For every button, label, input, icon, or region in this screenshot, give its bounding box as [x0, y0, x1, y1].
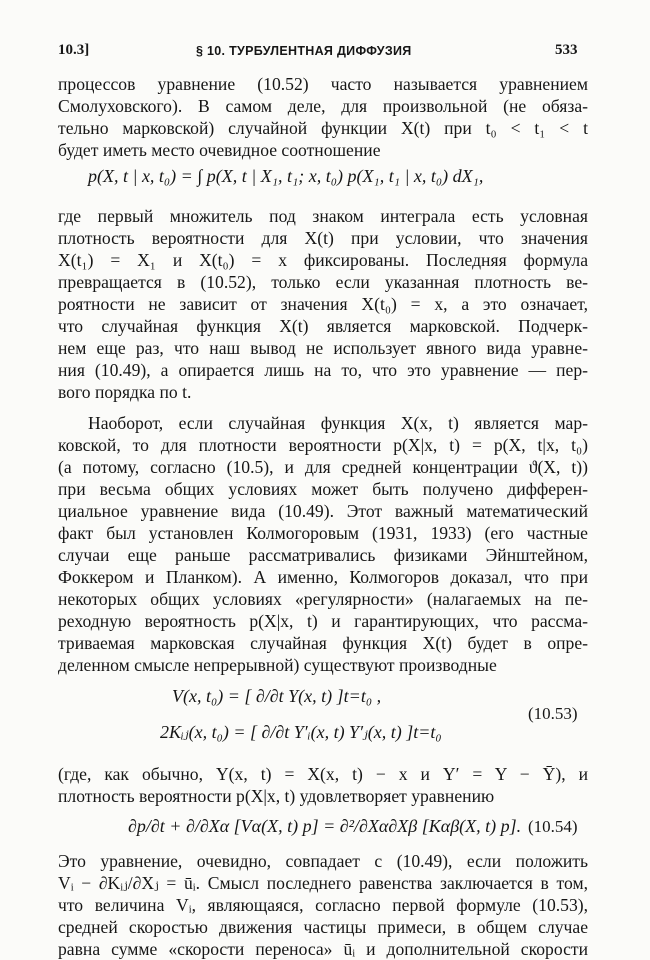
- text-line: Vᵢ − ∂Kᵢⱼ/∂Xⱼ = ūᵢ. Смысл последнего равенства заключается в том,: [58, 873, 588, 893]
- text-line: будет иметь место очевидное соотношение: [58, 140, 381, 160]
- text-line: X(t₁) = X₁ и X(t₀) = x фиксированы. Последняя формула: [58, 250, 588, 270]
- text-line: циальное уравнение вида (10.49). Этот важный математический: [58, 501, 588, 521]
- text-line: средней скоростью движения частицы примеси, в общем случае: [58, 917, 588, 937]
- text-line: (а потому, согласно (10.5), и для средней концентрации ϑ(X, t)): [58, 457, 588, 477]
- text-line: случаи еще раньше рассматривались физиками Эйнштейном,: [58, 545, 588, 565]
- page-number: 533: [555, 42, 578, 58]
- text-line: равна сумме «скорости переноса» ūᵢ и дополнительной скорости: [58, 939, 588, 959]
- equation-number: (10.54): [528, 817, 578, 836]
- text-line: ковской, то для плотности вероятности p(X|x, t) = p(X, t|x, t₀): [58, 435, 588, 455]
- equation-diffusion-coefficient: 2Kᵢⱼ(x, t₀) = [ ∂/∂t Y′ᵢ(x, t) Y′ⱼ(x, t) ]t=t₀: [160, 722, 442, 742]
- text-line: Фоккером и Планком). А именно, Колмогоров доказал, что при: [58, 567, 588, 587]
- text-line: что случайная функция X(t) является марковской. Подчерк-: [58, 316, 588, 336]
- text-line: Наоборот, если случайная функция X(x, t) является мар-: [88, 413, 588, 433]
- text-line: факт был установлен Колмогоровым (1931, 1933) (его частные: [58, 523, 588, 543]
- text-line: тельно марковской) случайной функции X(t) при t₀ < t₁ < t: [58, 118, 588, 138]
- text-line: роятности не зависит от значения X(t₀) = x, а это означает,: [58, 294, 588, 314]
- text-line: деленном смысле непрерывной) существуют производные: [58, 655, 497, 675]
- text-line: Смолуховского). В самом деле, для произвольной (не обяза-: [58, 96, 588, 116]
- equation-fokker-planck: ∂p/∂t + ∂/∂Xα [Vα(X, t) p] = ∂²/∂Xα∂Xβ [Kαβ(X, t) p].: [128, 816, 522, 836]
- equation-number: (10.53): [528, 704, 578, 723]
- text-line: некоторых общих условиях «регулярности» (налагаемых на пе-: [58, 589, 588, 609]
- text-line: плотность вероятности для X(t) при условии, что значения: [58, 228, 588, 248]
- text-line: Это уравнение, очевидно, совпадает с (10.49), если положить: [58, 851, 588, 871]
- text-line: при весьма общих условиях может быть получено дифферен-: [58, 479, 588, 499]
- text-line: ния (10.49), а опирается лишь на то, что это уравнение — пер-: [58, 360, 588, 380]
- text-line: (где, как обычно, Y(x, t) = X(x, t) − x и Y′ = Y − Ȳ), и: [58, 764, 588, 784]
- text-line: превращается в (10.52), только если указанная плотность ве-: [58, 272, 588, 292]
- running-head-title: § 10. ТУРБУЛЕНТНАЯ ДИФФУЗИЯ: [196, 44, 412, 58]
- text-line: процессов уравнение (10.52) часто называется уравнением: [58, 74, 588, 94]
- running-head-section: 10.3]: [58, 42, 90, 58]
- equation-drift-coefficient: V(x, t₀) = [ ∂/∂t Y(x, t) ]t=t₀ ,: [172, 686, 382, 706]
- text-line: вого порядка по t.: [58, 382, 192, 402]
- text-line: где первый множитель под знаком интеграла есть условная: [58, 206, 588, 226]
- text-line: плотность вероятности p(X|x, t) удовлетворяет уравнению: [58, 786, 495, 806]
- text-line: нем еще раз, что наш вывод не использует явного вида уравне-: [58, 338, 588, 358]
- text-line: триваемая марковская случайная функция X(t) будет в опре-: [58, 633, 588, 653]
- equation-chapman-kolmogorov: p(X, t | x, t₀) = ∫ p(X, t | X₁, t₁; x, t₀) p(X₁, t₁ | x, t₀) dX₁,: [88, 166, 484, 186]
- text-line: что величина Vᵢ, являющаяся, согласно первой формуле (10.53),: [58, 895, 588, 915]
- text-line: реходную вероятность p(X|x, t) и гарантирующих, что рассма-: [58, 611, 588, 631]
